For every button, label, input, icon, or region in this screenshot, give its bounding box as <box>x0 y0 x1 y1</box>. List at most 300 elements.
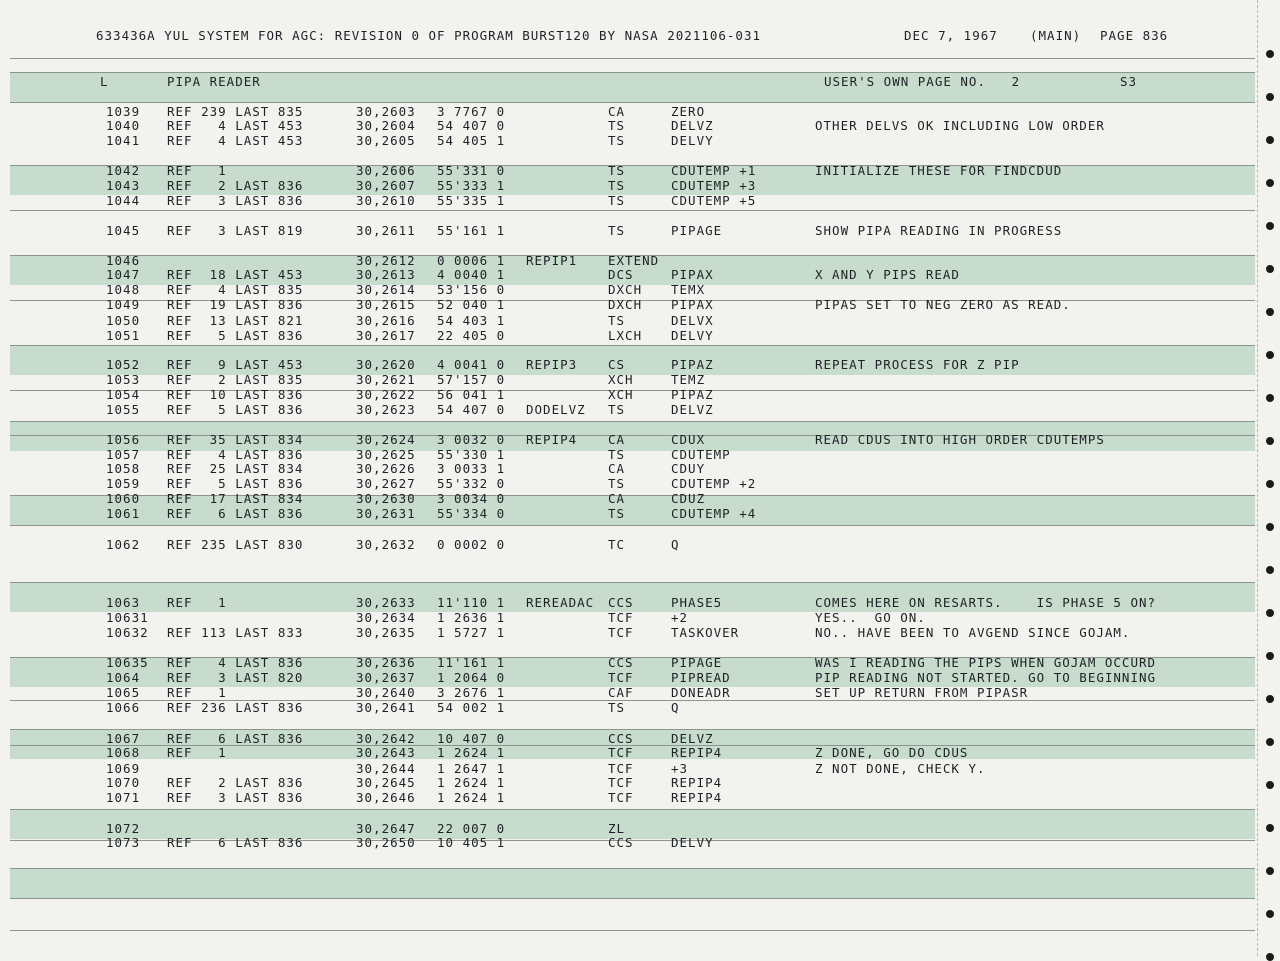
operand: CDUX <box>671 432 706 447</box>
opcode: XCH <box>608 387 634 402</box>
opcode: TS <box>608 402 626 417</box>
line-number: 1068 <box>106 745 141 760</box>
operand: PIPAZ <box>671 387 714 402</box>
line-number: 1040 <box>106 118 141 133</box>
listing-row <box>0 223 1255 238</box>
band-rule <box>10 102 1255 103</box>
listing-row <box>0 700 1255 715</box>
line-number: 1055 <box>106 402 141 417</box>
address-field: 30,2631 <box>356 506 416 521</box>
address-field: 30,2650 <box>356 835 416 850</box>
listing-row <box>0 655 1255 670</box>
listing-row <box>0 328 1255 343</box>
band-rule <box>10 58 1255 59</box>
octal-word: 1 2624 1 <box>437 745 506 760</box>
octal-word: 54 002 1 <box>437 700 506 715</box>
octal-word: 22 405 0 <box>437 328 506 343</box>
opcode: TS <box>608 163 626 178</box>
opcode: XCH <box>608 372 634 387</box>
octal-word: 3 0034 0 <box>437 491 506 506</box>
ref-field: REF 6 LAST 836 <box>167 731 304 746</box>
opcode: TS <box>608 700 626 715</box>
octal-word: 55'334 0 <box>437 506 506 521</box>
line-number: 1044 <box>106 193 141 208</box>
opcode: ZL <box>608 821 626 836</box>
line-number: 1051 <box>106 328 141 343</box>
octal-word: 54 407 0 <box>437 402 506 417</box>
band-rule <box>10 421 1255 422</box>
operand: PIPREAD <box>671 670 731 685</box>
operand: DELVZ <box>671 118 714 133</box>
line-number: 1043 <box>106 178 141 193</box>
octal-word: 11'161 1 <box>437 655 506 670</box>
ref-field: REF 4 LAST 835 <box>167 282 304 297</box>
users-page-label: USER'S OWN PAGE NO. 2 <box>824 74 1021 89</box>
line-number: 1057 <box>106 447 141 462</box>
address-field: 30,2635 <box>356 625 416 640</box>
operand: PIPAX <box>671 297 714 312</box>
opcode: CCS <box>608 655 634 670</box>
address-field: 30,2645 <box>356 775 416 790</box>
operand: CDUY <box>671 461 706 476</box>
octal-word: 55'333 1 <box>437 178 506 193</box>
ref-field: REF 4 LAST 453 <box>167 118 304 133</box>
operand: DELVY <box>671 328 714 343</box>
octal-word: 1 2624 1 <box>437 790 506 805</box>
ref-field: REF 113 LAST 833 <box>167 625 304 640</box>
comment: Z DONE, GO DO CDUS <box>815 745 969 760</box>
ref-field: REF 2 LAST 836 <box>167 775 304 790</box>
ref-field: REF 13 LAST 821 <box>167 313 304 328</box>
ref-field: REF 239 LAST 835 <box>167 104 304 119</box>
octal-word: 1 2647 1 <box>437 761 506 776</box>
operand: DONEADR <box>671 685 731 700</box>
address-field: 30,2622 <box>356 387 416 402</box>
opcode: TS <box>608 506 626 521</box>
line-number: 1073 <box>106 835 141 850</box>
line-number: 1070 <box>106 775 141 790</box>
address-field: 30,2614 <box>356 282 416 297</box>
address-field: 30,2640 <box>356 685 416 700</box>
address-field: 30,2611 <box>356 223 416 238</box>
operand: REPIP4 <box>671 790 723 805</box>
comment: REPEAT PROCESS FOR Z PIP <box>815 357 1020 372</box>
listing-row <box>0 731 1255 746</box>
ref-field: REF 4 LAST 836 <box>167 447 304 462</box>
ref-field: REF 4 LAST 836 <box>167 655 304 670</box>
line-number: 1072 <box>106 821 141 836</box>
line-number: 1045 <box>106 223 141 238</box>
opcode: TC <box>608 537 626 552</box>
ref-field: REF 10 LAST 836 <box>167 387 304 402</box>
opcode: CCS <box>608 731 634 746</box>
address-field: 30,2644 <box>356 761 416 776</box>
address-field: 30,2617 <box>356 328 416 343</box>
comment: INITIALIZE THESE FOR FINDCDUD <box>815 163 1063 178</box>
tractor-hole <box>1266 50 1274 58</box>
listing-row <box>0 595 1255 610</box>
opcode: TS <box>608 476 626 491</box>
tractor-hole <box>1266 308 1274 316</box>
ref-field: REF 5 LAST 836 <box>167 328 304 343</box>
comment: SHOW PIPA READING IN PROGRESS <box>815 223 1063 238</box>
tractor-hole <box>1266 867 1274 875</box>
octal-word: 55'335 1 <box>437 193 506 208</box>
opcode: DCS <box>608 267 634 282</box>
opcode: TS <box>608 313 626 328</box>
ref-field: REF 2 LAST 836 <box>167 178 304 193</box>
opcode: TCF <box>608 761 634 776</box>
comment: NO.. HAVE BEEN TO AVGEND SINCE GOJAM. <box>815 625 1131 640</box>
band-rule <box>10 729 1255 730</box>
ref-field: REF 4 LAST 453 <box>167 133 304 148</box>
page-header-page: PAGE 836 <box>1100 28 1169 43</box>
tractor-hole <box>1266 93 1274 101</box>
address-field: 30,2642 <box>356 731 416 746</box>
address-field: 30,2605 <box>356 133 416 148</box>
ref-field: REF 18 LAST 453 <box>167 267 304 282</box>
operand: DELVY <box>671 835 714 850</box>
operand: PIPAGE <box>671 223 723 238</box>
listing-row <box>0 432 1255 447</box>
comment: X AND Y PIPS READ <box>815 267 960 282</box>
ref-field: REF 1 <box>167 745 227 760</box>
listing-row <box>0 835 1255 850</box>
opcode: LXCH <box>608 328 643 343</box>
address-field: 30,2621 <box>356 372 416 387</box>
tractor-hole <box>1266 480 1274 488</box>
line-number: 1069 <box>106 761 141 776</box>
ref-field: REF 1 <box>167 595 227 610</box>
operand: REPIP4 <box>671 745 723 760</box>
operand: TASKOVER <box>671 625 740 640</box>
comment: YES.. GO ON. <box>815 610 926 625</box>
listing-row <box>0 133 1255 148</box>
opcode: CCS <box>608 835 634 850</box>
ref-field: REF 2 LAST 835 <box>167 372 304 387</box>
octal-word: 52 040 1 <box>437 297 506 312</box>
octal-word: 4 0040 1 <box>437 267 506 282</box>
octal-word: 3 0033 1 <box>437 461 506 476</box>
tractor-hole <box>1266 437 1274 445</box>
band-rule <box>10 898 1255 899</box>
ref-field: REF 1 <box>167 685 227 700</box>
address-field: 30,2606 <box>356 163 416 178</box>
line-number: 1047 <box>106 267 141 282</box>
ref-field: REF 3 LAST 820 <box>167 670 304 685</box>
line-number: 1039 <box>106 104 141 119</box>
line-number: 1046 <box>106 253 141 268</box>
ref-field: REF 6 LAST 836 <box>167 835 304 850</box>
listing-row <box>0 357 1255 372</box>
opcode: CA <box>608 432 626 447</box>
listing-row <box>0 313 1255 328</box>
octal-word: 56 041 1 <box>437 387 506 402</box>
line-number: 1058 <box>106 461 141 476</box>
line-number: 1060 <box>106 491 141 506</box>
tractor-hole <box>1266 824 1274 832</box>
subheader-code: S3 <box>1120 74 1138 89</box>
address-field: 30,2641 <box>356 700 416 715</box>
octal-word: 55'332 0 <box>437 476 506 491</box>
opcode: DXCH <box>608 282 643 297</box>
opcode: CA <box>608 104 626 119</box>
ref-field: REF 6 LAST 836 <box>167 506 304 521</box>
opcode: TS <box>608 223 626 238</box>
comment: READ CDUS INTO HIGH ORDER CDUTEMPS <box>815 432 1105 447</box>
listing-row <box>0 253 1255 268</box>
comment: PIPAS SET TO NEG ZERO AS READ. <box>815 297 1071 312</box>
line-number: 1056 <box>106 432 141 447</box>
address-field: 30,2630 <box>356 491 416 506</box>
symbol-label: REPIP1 <box>526 253 578 268</box>
opcode: TS <box>608 193 626 208</box>
listing-row <box>0 282 1255 297</box>
octal-word: 1 2636 1 <box>437 610 506 625</box>
listing-row <box>0 447 1255 462</box>
address-field: 30,2616 <box>356 313 416 328</box>
listing-row <box>0 372 1255 387</box>
ref-field: REF 9 LAST 453 <box>167 357 304 372</box>
page-header-section: (MAIN) <box>1030 28 1082 43</box>
opcode: CA <box>608 491 626 506</box>
line-number: 1053 <box>106 372 141 387</box>
opcode: EXTEND <box>608 253 660 268</box>
operand: DELVX <box>671 313 714 328</box>
band-rule <box>10 72 1255 73</box>
tractor-hole <box>1266 609 1274 617</box>
subheader-mark: L <box>100 74 109 89</box>
ref-field: REF 35 LAST 834 <box>167 432 304 447</box>
symbol-label: DODELVZ <box>526 402 586 417</box>
tractor-hole <box>1266 265 1274 273</box>
octal-word: 10 405 1 <box>437 835 506 850</box>
line-number: 1050 <box>106 313 141 328</box>
operand: CDUTEMP <box>671 447 731 462</box>
operand: CDUTEMP +4 <box>671 506 757 521</box>
operand: ZERO <box>671 104 706 119</box>
listing-row <box>0 387 1255 402</box>
listing-row <box>0 745 1255 760</box>
operand: PHASE5 <box>671 595 723 610</box>
octal-word: 1 2624 1 <box>437 775 506 790</box>
operand: DELVZ <box>671 402 714 417</box>
address-field: 30,2625 <box>356 447 416 462</box>
line-number: 1062 <box>106 537 141 552</box>
line-number: 10632 <box>106 625 149 640</box>
operand: TEMZ <box>671 372 706 387</box>
line-number: 10635 <box>106 655 149 670</box>
octal-word: 10 407 0 <box>437 731 506 746</box>
octal-word: 0 0006 1 <box>437 253 506 268</box>
listing-row <box>0 193 1255 208</box>
band-rule <box>10 809 1255 810</box>
listing-row <box>0 491 1255 506</box>
comment: PIP READING NOT STARTED. GO TO BEGINNING <box>815 670 1157 685</box>
octal-word: 0 0002 0 <box>437 537 506 552</box>
line-number: 1049 <box>106 297 141 312</box>
address-field: 30,2633 <box>356 595 416 610</box>
band-rule <box>10 868 1255 869</box>
tractor-hole <box>1266 351 1274 359</box>
address-field: 30,2612 <box>356 253 416 268</box>
opcode: TS <box>608 133 626 148</box>
listing-row <box>0 402 1255 417</box>
line-number: 1052 <box>106 357 141 372</box>
address-field: 30,2607 <box>356 178 416 193</box>
operand: Q <box>671 700 680 715</box>
operand: Q <box>671 537 680 552</box>
ref-field: REF 17 LAST 834 <box>167 491 304 506</box>
octal-word: 55'331 0 <box>437 163 506 178</box>
page-header-title: 633436A YUL SYSTEM FOR AGC: REVISION 0 OF PROGRAM BURST120 BY NASA 2021106-031 <box>96 28 761 43</box>
subheader <box>0 74 1255 89</box>
octal-word: 57'157 0 <box>437 372 506 387</box>
address-field: 30,2624 <box>356 432 416 447</box>
opcode: CA <box>608 461 626 476</box>
comment: OTHER DELVS OK INCLUDING LOW ORDER <box>815 118 1105 133</box>
octal-word: 22 007 0 <box>437 821 506 836</box>
listing-row <box>0 163 1255 178</box>
operand: REPIP4 <box>671 775 723 790</box>
octal-word: 55'161 1 <box>437 223 506 238</box>
line-number: 1064 <box>106 670 141 685</box>
line-number: 1071 <box>106 790 141 805</box>
tractor-hole <box>1266 179 1274 187</box>
ref-field: REF 5 LAST 836 <box>167 476 304 491</box>
listing-row <box>0 610 1255 625</box>
comment: COMES HERE ON RESARTS. IS PHASE 5 ON? <box>815 595 1157 610</box>
ref-field: REF 5 LAST 836 <box>167 402 304 417</box>
ref-field: REF 3 LAST 836 <box>167 193 304 208</box>
operand: CDUTEMP +1 <box>671 163 757 178</box>
comment: WAS I READING THE PIPS WHEN GOJAM OCCURD <box>815 655 1157 670</box>
operand: CDUZ <box>671 491 706 506</box>
operand: PIPAZ <box>671 357 714 372</box>
address-field: 30,2647 <box>356 821 416 836</box>
octal-word: 54 403 1 <box>437 313 506 328</box>
tractor-hole <box>1266 652 1274 660</box>
opcode: TCF <box>608 745 634 760</box>
address-field: 30,2604 <box>356 118 416 133</box>
page-header-date: DEC 7, 1967 <box>904 28 998 43</box>
operand: CDUTEMP +3 <box>671 178 757 193</box>
operand: +3 <box>671 761 689 776</box>
ref-field: REF 235 LAST 830 <box>167 537 304 552</box>
tractor-hole <box>1266 910 1274 918</box>
address-field: 30,2634 <box>356 610 416 625</box>
symbol-label: REPIP3 <box>526 357 578 372</box>
line-number: 1061 <box>106 506 141 521</box>
opcode: TCF <box>608 790 634 805</box>
octal-word: 53'156 0 <box>437 282 506 297</box>
octal-word: 3 2676 1 <box>437 685 506 700</box>
octal-word: 55'330 1 <box>437 447 506 462</box>
address-field: 30,2627 <box>356 476 416 491</box>
tractor-hole <box>1266 136 1274 144</box>
octal-word: 1 5727 1 <box>437 625 506 640</box>
opcode: TCF <box>608 625 634 640</box>
octal-word: 3 0032 0 <box>437 432 506 447</box>
ref-field: REF 25 LAST 834 <box>167 461 304 476</box>
address-field: 30,2643 <box>356 745 416 760</box>
listing-row <box>0 670 1255 685</box>
listing-row <box>0 267 1255 282</box>
octal-word: 11'110 1 <box>437 595 506 610</box>
tractor-hole <box>1266 523 1274 531</box>
opcode: CS <box>608 357 626 372</box>
address-field: 30,2632 <box>356 537 416 552</box>
greenbar-band <box>10 868 1255 898</box>
tractor-hole <box>1266 222 1274 230</box>
listing-row <box>0 297 1255 312</box>
listing-row <box>0 761 1255 776</box>
octal-word: 1 2064 0 <box>437 670 506 685</box>
tractor-hole <box>1266 566 1274 574</box>
opcode: CCS <box>608 595 634 610</box>
address-field: 30,2646 <box>356 790 416 805</box>
opcode: TCF <box>608 610 634 625</box>
symbol-label: REPIP4 <box>526 432 578 447</box>
listing-row <box>0 118 1255 133</box>
line-number: 1059 <box>106 476 141 491</box>
listing-row <box>0 790 1255 805</box>
address-field: 30,2623 <box>356 402 416 417</box>
line-number: 1041 <box>106 133 141 148</box>
opcode: CAF <box>608 685 634 700</box>
operand: DELVZ <box>671 731 714 746</box>
tractor-hole <box>1266 394 1274 402</box>
opcode: TS <box>608 178 626 193</box>
band-rule <box>10 210 1255 211</box>
line-number: 10631 <box>106 610 149 625</box>
address-field: 30,2610 <box>356 193 416 208</box>
address-field: 30,2637 <box>356 670 416 685</box>
listing-row <box>0 775 1255 790</box>
address-field: 30,2636 <box>356 655 416 670</box>
band-rule <box>10 525 1255 526</box>
tractor-hole <box>1266 738 1274 746</box>
opcode: TCF <box>608 670 634 685</box>
listing-row <box>0 461 1255 476</box>
address-field: 30,2603 <box>356 104 416 119</box>
band-rule <box>10 930 1255 931</box>
line-number: 1042 <box>106 163 141 178</box>
opcode: DXCH <box>608 297 643 312</box>
address-field: 30,2626 <box>356 461 416 476</box>
tractor-hole <box>1266 953 1274 961</box>
operand: PIPAGE <box>671 655 723 670</box>
line-number: 1067 <box>106 731 141 746</box>
operand: +2 <box>671 610 689 625</box>
symbol-label: REREADAC <box>526 595 595 610</box>
ref-field: REF 3 LAST 836 <box>167 790 304 805</box>
octal-word: 54 407 0 <box>437 118 506 133</box>
line-number: 1054 <box>106 387 141 402</box>
ref-field: REF 19 LAST 836 <box>167 297 304 312</box>
operand: CDUTEMP +2 <box>671 476 757 491</box>
listing-row <box>0 821 1255 836</box>
band-rule <box>10 582 1255 583</box>
listing-row <box>0 104 1255 119</box>
opcode: TCF <box>608 775 634 790</box>
octal-word: 54 405 1 <box>437 133 506 148</box>
listing-row <box>0 685 1255 700</box>
line-number: 1063 <box>106 595 141 610</box>
address-field: 30,2620 <box>356 357 416 372</box>
ref-field: REF 3 LAST 819 <box>167 223 304 238</box>
tractor-holes <box>1254 0 1280 956</box>
